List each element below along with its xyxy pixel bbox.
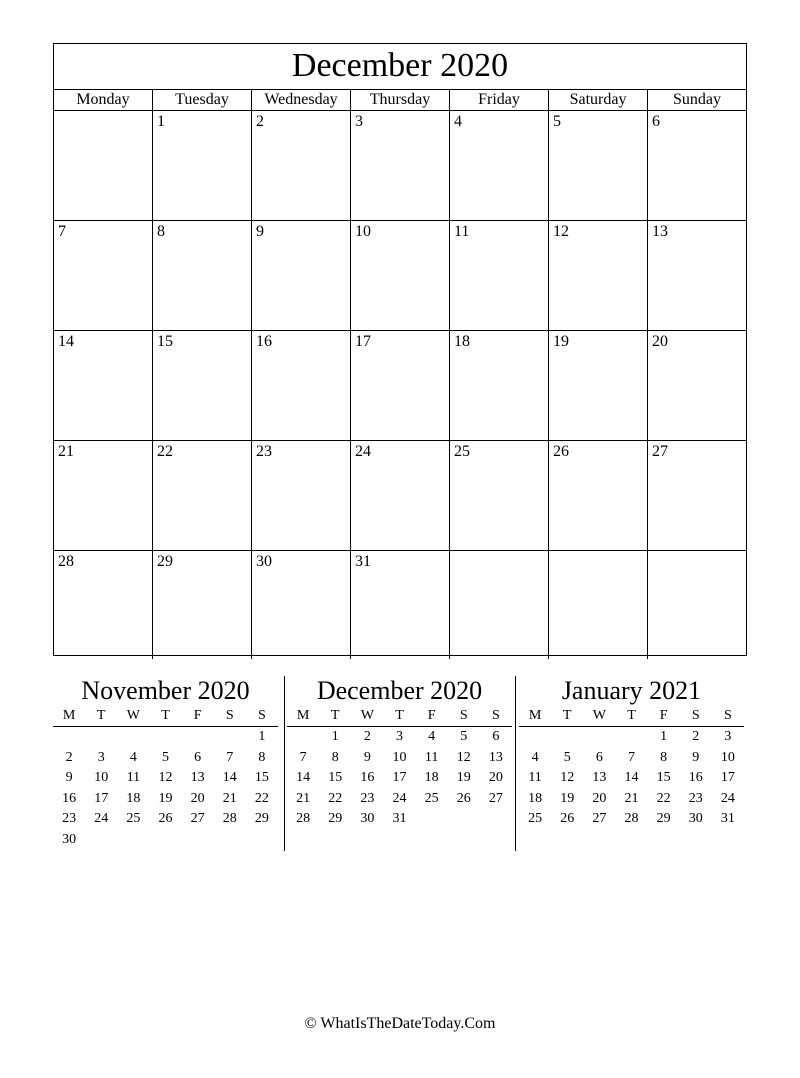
mini-day (416, 809, 448, 830)
mini-day: 7 (299, 749, 307, 765)
mini-day: 1 (660, 729, 668, 744)
mini-day: 22 (328, 790, 343, 806)
mini-day: 2 (65, 749, 73, 765)
mini-day (117, 727, 149, 748)
mini-day: 24 (720, 790, 735, 806)
mini-day: 4 (428, 729, 436, 744)
day-cell: 12 (549, 221, 648, 330)
day-cell: 28 (54, 551, 153, 659)
mini-weekday: T (96, 708, 106, 723)
weekday-thursday: Thursday (351, 90, 450, 110)
mini-day: 24 (94, 811, 109, 826)
mini-week-row (287, 748, 512, 769)
mini-day (85, 727, 117, 748)
mini-day: 12 (158, 770, 173, 785)
mini-weekday: W (592, 708, 606, 723)
mini-week-row (519, 768, 744, 789)
day-cell: 30 (252, 551, 351, 659)
mini-day: 11 (424, 749, 439, 765)
mini-calendars (53, 676, 747, 851)
mini-day (214, 727, 246, 748)
day-cell: 27 (652, 443, 668, 460)
mini-day (615, 727, 647, 748)
mini-day: 6 (492, 729, 500, 744)
mini-weekday: M (528, 708, 542, 723)
mini-day: 25 (528, 811, 543, 826)
mini-day: 3 (724, 729, 732, 744)
weekday-saturday: Saturday (549, 90, 648, 110)
mini-day: 8 (660, 749, 668, 765)
weekday-tuesday: Tuesday (153, 90, 252, 110)
mini-weekday: S (258, 708, 266, 723)
mini-day: 24 (392, 790, 407, 806)
mini-weekday: S (225, 708, 234, 723)
mini-day: 11 (528, 770, 542, 785)
mini-day (583, 727, 615, 748)
day-cell: 1 (153, 111, 252, 220)
mini-day: 14 (296, 770, 311, 785)
mini-day: 6 (194, 749, 202, 765)
mini-calendar-title: January 2021 (561, 676, 702, 705)
mini-day: 26 (456, 790, 471, 806)
day-cell: 22 (153, 441, 252, 550)
mini-week-row (53, 748, 278, 769)
mini-day: 3 (395, 729, 403, 744)
mini-week-row (53, 789, 278, 810)
mini-day: 4 (531, 749, 539, 765)
mini-day: 28 (222, 811, 237, 826)
mini-week-row (53, 768, 278, 789)
mini-day: 30 (62, 831, 77, 847)
mini-day: 20 (190, 790, 205, 806)
mini-day: 29 (328, 811, 343, 826)
day-cell: 10 (351, 221, 450, 330)
week-row (54, 111, 746, 221)
mini-week-row (519, 748, 744, 769)
mini-day: 22 (254, 790, 269, 806)
mini-calendar-title: November 2020 (81, 676, 250, 705)
day-cell: 15 (153, 331, 252, 440)
mini-day: 9 (692, 749, 700, 765)
mini-weekday: T (562, 708, 572, 723)
mini-day (85, 830, 117, 851)
mini-day: 16 (688, 770, 703, 785)
weekday-monday: Monday (54, 90, 153, 110)
mini-day: 12 (560, 770, 575, 785)
mini-day: 10 (392, 749, 407, 765)
mini-weekday: S (459, 708, 468, 723)
mini-day: 18 (528, 790, 543, 806)
mini-day: 17 (392, 770, 407, 785)
mini-weekday: F (659, 708, 668, 723)
mini-day: 7 (226, 749, 234, 765)
day-cell: 9 (252, 221, 351, 330)
mini-week-row (519, 727, 744, 748)
mini-week-row (53, 727, 278, 748)
day-cell: 5 (549, 111, 648, 220)
mini-week-row (287, 809, 512, 830)
day-cell: 17 (351, 331, 450, 440)
day-cell: 8 (153, 221, 252, 330)
mini-day: 21 (296, 790, 311, 806)
day-cell: 7 (54, 221, 153, 330)
mini-weekday: T (395, 708, 404, 723)
mini-day: 20 (488, 770, 503, 785)
mini-calendar-december-2020 (287, 676, 512, 830)
mini-day: 16 (62, 790, 77, 806)
mini-day: 10 (720, 749, 735, 765)
mini-day: 15 (656, 770, 671, 785)
day-cell: 21 (54, 441, 153, 550)
mini-day: 26 (560, 811, 575, 826)
week-row (54, 221, 746, 331)
mini-day: 21 (624, 790, 639, 806)
day-cell: 19 (549, 331, 648, 440)
mini-weekday: F (193, 708, 202, 723)
mini-day (246, 830, 278, 851)
mini-day: 13 (190, 770, 205, 785)
mini-day: 9 (65, 770, 73, 785)
day-cell: 18 (450, 331, 549, 440)
mini-weekday-header (287, 706, 512, 727)
mini-day: 23 (688, 790, 703, 806)
mini-calendar-title: December 2020 (316, 676, 483, 705)
day-cell: 26 (549, 441, 648, 550)
mini-day: 19 (456, 770, 471, 785)
weekday-friday: Friday (450, 90, 549, 110)
day-cell: 20 (652, 333, 668, 350)
mini-day: 14 (624, 770, 639, 785)
mini-day (551, 727, 583, 748)
mini-day: 9 (363, 749, 371, 765)
mini-week-row (53, 830, 278, 851)
mini-day (117, 830, 149, 851)
day-cell: 4 (450, 111, 549, 220)
mini-day (149, 830, 181, 851)
mini-day: 20 (592, 790, 607, 806)
week-row (54, 551, 746, 659)
day-cell: 6 (652, 113, 660, 130)
mini-week-row (53, 809, 278, 830)
mini-day: 29 (254, 811, 269, 826)
mini-weekday: W (360, 708, 374, 723)
main-calendar-title: December 2020 (54, 44, 746, 90)
mini-day: 25 (126, 811, 141, 826)
mini-day: 18 (424, 770, 439, 785)
mini-day: 23 (62, 811, 77, 826)
mini-day (53, 727, 85, 748)
day-cell: 16 (252, 331, 351, 440)
mini-calendar-november-2020 (53, 676, 278, 850)
mini-day: 18 (126, 790, 141, 806)
mini-day (287, 727, 319, 748)
mini-day: 31 (720, 811, 735, 826)
mini-day (448, 809, 480, 830)
week-row (54, 441, 746, 551)
day-cell (549, 551, 648, 659)
mini-day: 29 (656, 811, 671, 826)
mini-day: 8 (258, 749, 266, 765)
mini-week-row (287, 768, 512, 789)
mini-day: 5 (161, 749, 169, 765)
mini-calendar-january-2021 (519, 676, 744, 830)
mini-day: 27 (488, 790, 503, 806)
day-cell: 24 (351, 441, 450, 550)
week-row (54, 331, 746, 441)
mini-day: 30 (360, 811, 375, 826)
mini-weekday: W (126, 708, 140, 723)
mini-day: 21 (222, 790, 237, 806)
mini-day (214, 830, 246, 851)
mini-day: 13 (488, 749, 503, 765)
mini-day: 25 (424, 790, 439, 806)
mini-day: 15 (328, 770, 343, 785)
day-cell: 11 (450, 221, 549, 330)
day-cell: 25 (450, 441, 549, 550)
mini-weekday-header (53, 706, 278, 727)
day-cell: 3 (351, 111, 450, 220)
mini-day: 19 (560, 790, 575, 806)
mini-day: 28 (624, 811, 639, 826)
day-cell: 2 (252, 111, 351, 220)
mini-day: 27 (592, 811, 607, 826)
day-cell: 14 (54, 331, 153, 440)
mini-day: 27 (190, 811, 205, 826)
mini-day: 7 (627, 749, 635, 765)
main-calendar-grid (54, 111, 746, 659)
copyright-footer: © WhatIsTheDateToday.Com (304, 1015, 496, 1032)
mini-week-row (519, 789, 744, 810)
mini-day (480, 809, 512, 830)
mini-day: 11 (126, 770, 141, 785)
mini-weekday: T (161, 708, 170, 723)
mini-day: 23 (360, 790, 375, 806)
day-cell (648, 551, 746, 659)
mini-day: 28 (296, 811, 311, 826)
mini-day: 31 (392, 811, 407, 826)
day-cell (54, 111, 153, 220)
mini-weekday: S (691, 708, 700, 723)
mini-day (182, 830, 214, 851)
mini-weekday: F (427, 708, 436, 723)
mini-day: 15 (254, 770, 269, 785)
mini-day: 5 (563, 749, 571, 765)
mini-weekday: M (62, 708, 76, 723)
mini-calendar-divider (284, 676, 285, 851)
mini-day: 14 (222, 770, 237, 785)
mini-day: 5 (460, 729, 468, 744)
mini-day: 2 (363, 729, 371, 744)
weekday-sunday: Sunday (673, 91, 721, 108)
mini-day (519, 727, 551, 748)
mini-day: 6 (595, 749, 603, 765)
mini-day: 22 (656, 790, 671, 806)
day-cell (450, 551, 549, 659)
mini-weekday-header (519, 706, 744, 727)
mini-day: 12 (456, 749, 471, 765)
main-calendar (53, 43, 747, 656)
mini-weekday: T (330, 708, 340, 723)
mini-day: 19 (158, 790, 173, 806)
mini-day (149, 727, 181, 748)
mini-day: 26 (158, 811, 173, 826)
mini-weekday: S (492, 708, 500, 723)
mini-week-row (519, 809, 744, 830)
mini-day: 16 (360, 770, 375, 785)
day-cell: 31 (351, 551, 450, 659)
mini-day: 13 (592, 770, 607, 785)
mini-week-row (287, 727, 512, 748)
mini-day: 8 (331, 749, 339, 765)
main-weekday-header (54, 90, 746, 111)
mini-day: 1 (331, 729, 339, 744)
mini-weekday: T (627, 708, 636, 723)
day-cell: 29 (153, 551, 252, 659)
mini-day: 17 (720, 770, 735, 785)
mini-calendar-divider (515, 676, 516, 851)
mini-day: 1 (258, 729, 266, 744)
mini-day: 4 (129, 749, 137, 765)
mini-day: 10 (94, 770, 109, 785)
mini-day: 2 (692, 729, 700, 744)
day-cell: 23 (252, 441, 351, 550)
mini-day (182, 727, 214, 748)
mini-week-row (287, 789, 512, 810)
day-cell: 13 (652, 223, 668, 240)
mini-day: 3 (97, 749, 105, 765)
mini-day: 17 (94, 790, 109, 806)
mini-weekday: M (296, 708, 310, 723)
weekday-wednesday: Wednesday (252, 90, 351, 110)
mini-day: 30 (688, 811, 703, 826)
mini-weekday: S (724, 708, 732, 723)
